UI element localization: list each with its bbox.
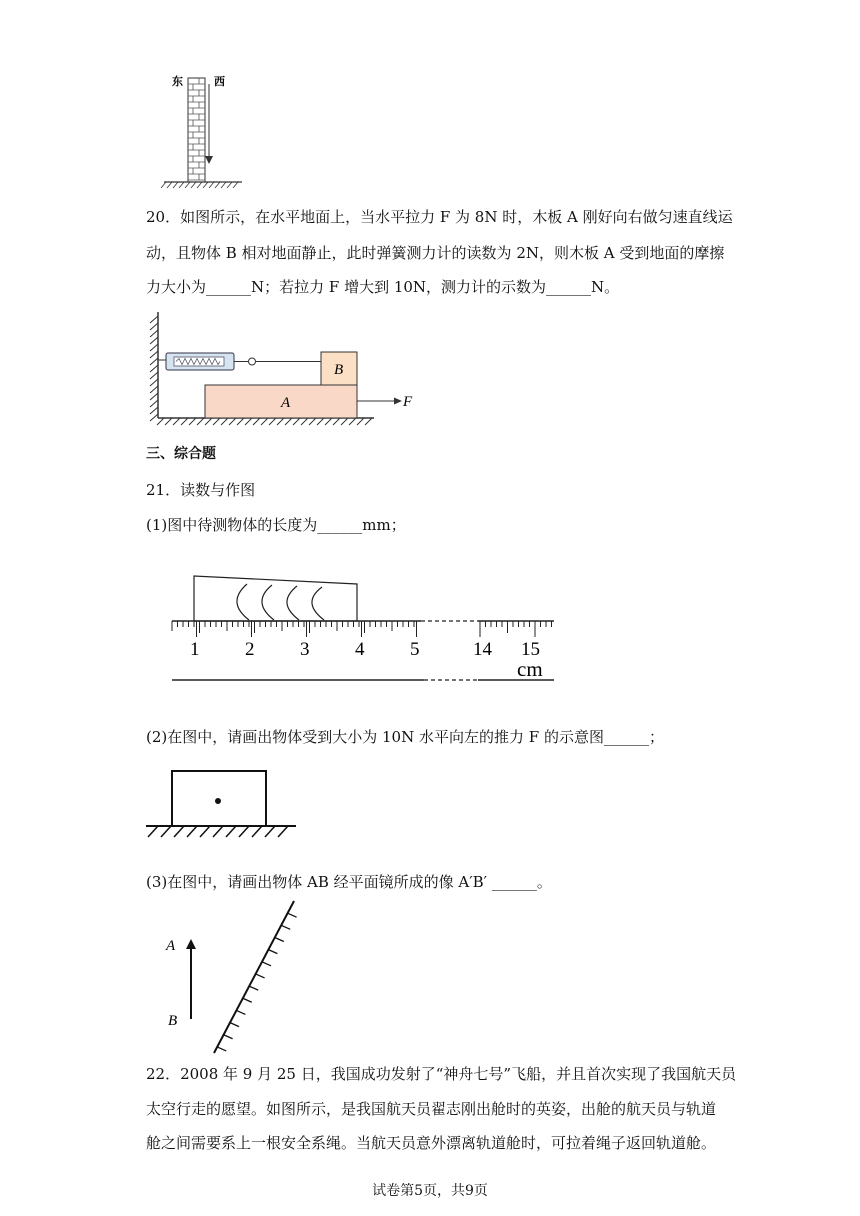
tick-label-3: 3 [300, 639, 310, 660]
label-b-object: B [168, 1013, 178, 1029]
label-b: B [334, 362, 344, 378]
tick-label-4: 4 [355, 639, 365, 660]
q22-line-2: 太空行走的愿望。如图所示，是我国航天员翟志刚出舱时的英姿，出舱的航天员与轨道 [146, 1100, 717, 1118]
label-west: 西 [214, 76, 225, 88]
tick-label-1: 1 [190, 639, 200, 660]
tick-label-5: 5 [410, 639, 420, 660]
q20-line-1: 20．如图所示，在水平地面上，当水平拉力 F 为 8N 时，木板 A 刚好向右做匀速直线运 [146, 208, 733, 226]
tick-label-15: 15 [521, 639, 540, 660]
box-figure [144, 765, 298, 841]
q21-part-2: (2)在图中，请画出物体受到大小为 10N 水平向左的推力 F 的示意图______； [146, 728, 664, 746]
q21-part-1: (1)图中待测物体的长度为______mm； [146, 516, 406, 534]
q22-line-3: 舱之间需要系上一根安全系绳。当航天员意外漂离轨道舱时，可拉着绳子返回轨道舱。 [146, 1134, 717, 1152]
spring-scale-figure [144, 308, 434, 426]
tick-label-14: 14 [473, 639, 492, 660]
mirror-figure [160, 895, 310, 1057]
q21-title: 21．读数与作图 [146, 481, 256, 499]
label-f: F [403, 394, 413, 410]
label-a-object: A [166, 938, 176, 954]
label-a: A [281, 395, 291, 411]
q21-part-3: (3)在图中，请画出物体 AB 经平面镜所成的像 A′B′ ______。 [146, 873, 552, 891]
wall-figure [160, 72, 250, 188]
ruler-figure [166, 570, 558, 690]
section-title: 三、综合题 [146, 446, 216, 462]
q20-line-2: 动，且物体 B 相对地面静止，此时弹簧测力计的读数为 2N，则木板 A 受到地面的摩擦 [146, 244, 725, 262]
tick-label-2: 2 [245, 639, 255, 660]
page-footer: 试卷第5页，共9页 [372, 1183, 488, 1199]
unit-label: cm [517, 657, 543, 681]
q22-line-1: 22．2008 年 9 月 25 日，我国成功发射了“神舟七号”飞船，并且首次实现了我国航天员 [146, 1065, 737, 1083]
label-east: 东 [172, 76, 183, 88]
q20-line-3: 力大小为______N；若拉力 F 增大到 10N，测力计的示数为______N。 [146, 278, 620, 296]
